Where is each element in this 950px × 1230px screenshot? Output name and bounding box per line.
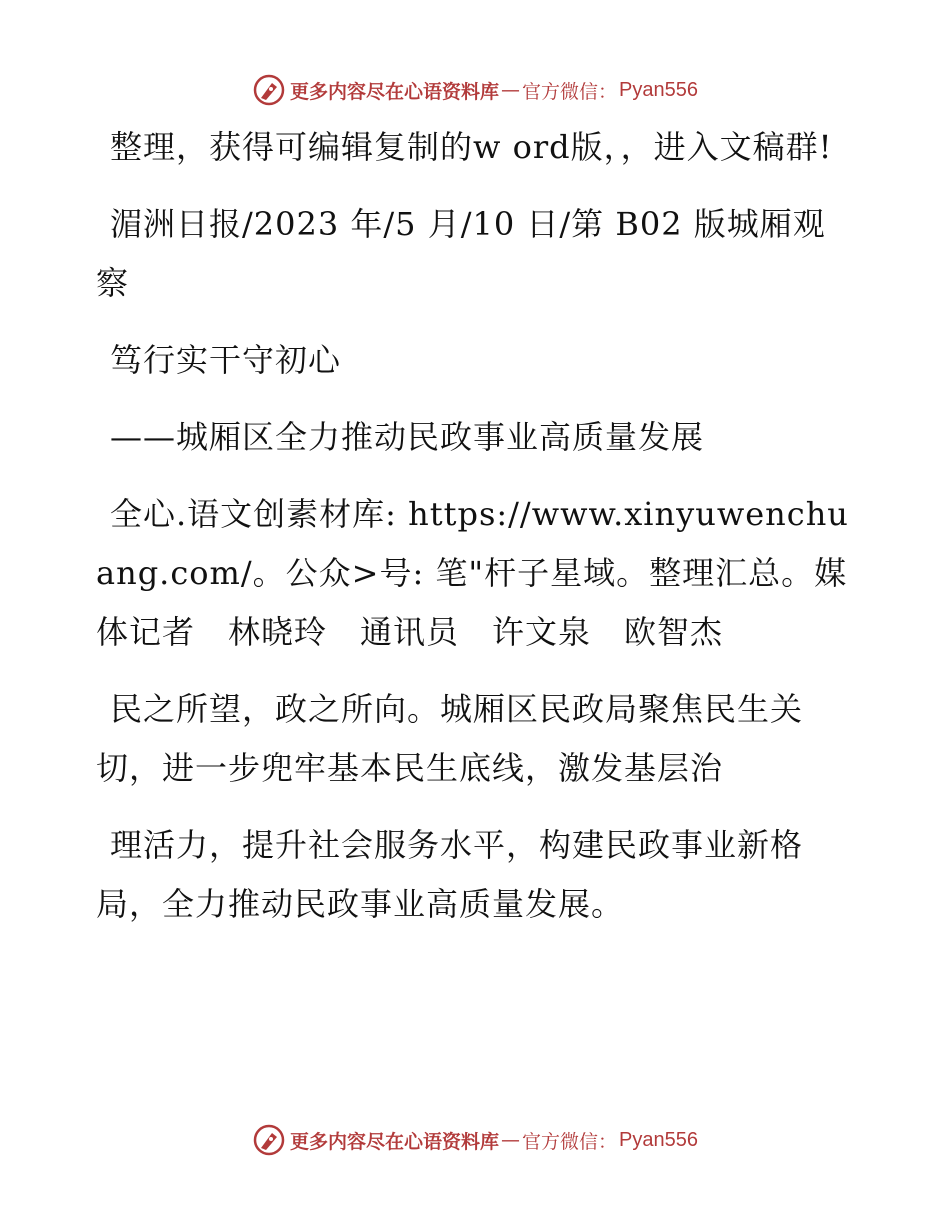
paragraph-intro: 整理，获得可编辑复制的w ord版，，进入文稿群! (110, 128, 833, 166)
header-separator: — (501, 79, 521, 101)
footer-separator: — (501, 1129, 521, 1151)
header-wechat-id: Pyan556 (619, 78, 698, 101)
paragraph-source: 湄洲日报/2023 年/5 月/10 日/第 B02 版城厢观察 (96, 205, 826, 302)
paragraph-body-1: 民之所望，政之所向。城厢区民政局聚焦民生关切，进一步兜牢基本民生底线，激发基层治 (96, 690, 804, 787)
header-wechat-label: 官方微信： (522, 80, 618, 103)
footer-banner (0, 1120, 950, 1160)
paragraph-body-2: 理活力，提升社会服务水平，构建民政事业新格局，全力推动民政事业高质量发展。 (96, 826, 804, 923)
pen-nib-circle-icon (252, 73, 286, 107)
header-brand-text: 更多内容尽在心语资料库 (290, 80, 500, 103)
pen-nib-circle-icon (252, 1123, 286, 1157)
footer-wechat-label: 官方微信： (522, 1130, 618, 1153)
document-body (96, 118, 856, 952)
article-subtitle: ——城厢区全力推动民政事业高质量发展 (110, 418, 705, 456)
paragraph-credits: 全心.语文创素材库: https://www.xinyuwenchuang.com/。公众>号: 笔"杆子星域。整理汇总。媒体记者 林晓玲 通讯员 许文泉 欧智杰 (96, 495, 849, 651)
footer-brand-text: 更多内容尽在心语资料库 (290, 1130, 500, 1153)
article-title: 笃行实干守初心 (110, 341, 342, 379)
header-banner (0, 70, 950, 110)
footer-wechat-id: Pyan556 (619, 1128, 698, 1151)
